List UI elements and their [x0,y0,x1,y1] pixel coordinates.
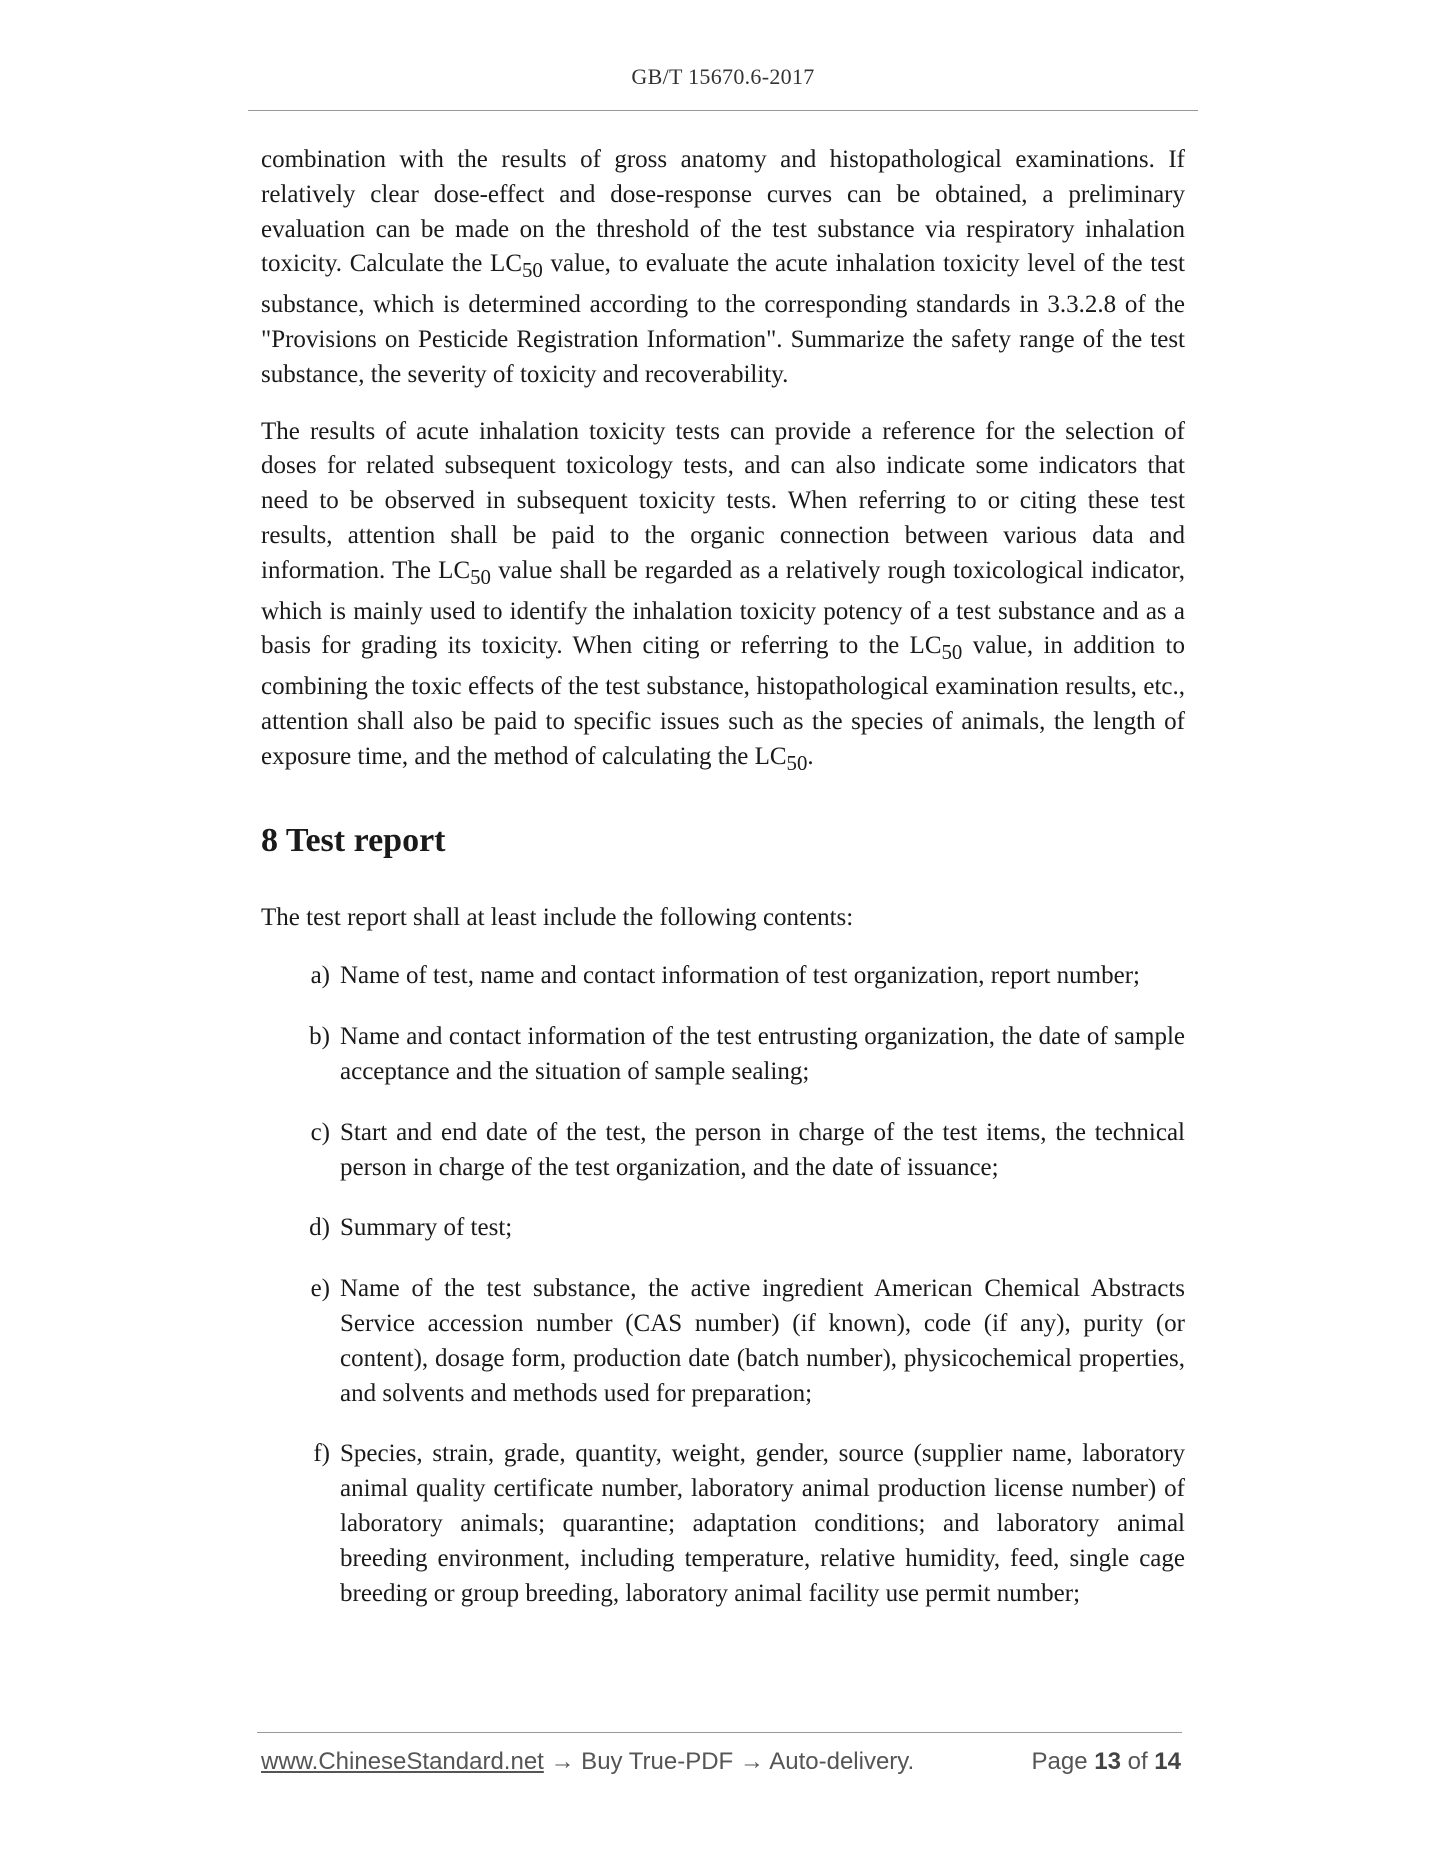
subscript: 50 [941,640,963,665]
total-pages-number: 14 [1154,1748,1181,1775]
list-item-text: Start and end date of the test, the person in charge of the test items, the technical person in charge of the test organization, and the date of issuance; [340,1118,1185,1181]
section-intro: The test report shall at least include the following contents: [261,903,854,931]
header-divider [248,110,1198,111]
report-contents-list [261,959,1185,1611]
footer-promo-text: → Buy True-PDF → Auto-delivery. [543,1748,915,1775]
list-item-text: Summary of test; [340,1214,513,1242]
of-label: of [1127,1748,1148,1775]
list-marker: f) [313,1440,330,1468]
subscript: 50 [470,564,491,589]
list-item [261,1211,1185,1246]
list-item [261,1437,1185,1611]
page-footer [261,1748,1181,1776]
section-heading: 8 Test report [261,821,446,859]
list-marker: a) [310,962,330,990]
list-item [261,1272,1185,1411]
paragraph-text: value, in addition to combining the toxic effects of the test substance, histopathological examination results, etc., attention shall also be paid to specific issues such as the species of animals, the length of exposure time, and the method of calculating the LC [261,632,1185,770]
footer-divider [257,1732,1182,1733]
paragraph-text: value, to evaluate the acute inhalation toxicity level of the test substance, which is determined according to the corresponding standards in 3.3.2.8 of the "Provisions on Pesticide Registration Information". Summarize the safety range of the test substance, the severity of toxicity and recoverability. [261,250,1186,388]
paragraph-text: . [807,742,814,770]
paragraph-text: The results of acute inhalation toxicity tests can provide a reference for the selection of doses for related subsequent toxicology tests, and can also indicate some indicators that need to be observed in subsequent toxicity tests. When referring to or citing these test results, attention shall be paid to the organic connection between various data and information. The LC [261,417,1185,584]
list-item [261,1116,1185,1186]
list-item-text: Name and contact information of the test entrusting organization, the date of sample acceptance and the situation of sample sealing; [340,1023,1185,1085]
list-marker: d) [309,1214,330,1242]
list-marker: c) [310,1118,330,1146]
page-label: Page [1031,1748,1088,1775]
list-marker: b) [309,1023,330,1051]
list-item [261,959,1185,994]
paragraph-evaluation [261,143,1185,393]
paragraph-text: combination with the results of gross anatomy and histopathological examinations. If relatively clear dose-effect and dose-response curves can be obtained, a preliminary evaluation can be made on the threshold of the test substance via respiratory inhalation toxicity. Calculate the LC [261,146,1185,278]
list-item-text: Species, strain, grade, quantity, weight, gender, source (supplier name, laboratory animal quality certificate number, laboratory animal production license number) of laboratory animals; quarantine; adaptation conditions; and laboratory animal breeding environment, including temperature, relative humidity, feed, single cage breeding or group breeding, laboratory animal facility use permit number; [340,1440,1185,1607]
current-page-number: 13 [1094,1748,1121,1775]
subscript: 50 [522,258,543,283]
paragraph-results [261,415,1185,781]
website-link[interactable]: www.ChineseStandard.net [261,1748,544,1775]
subscript: 50 [786,750,808,775]
list-item-text: Name of test, name and contact information of test organization, report number; [340,962,1140,990]
list-marker: e) [310,1275,330,1303]
page-content [261,143,1185,1637]
paragraph-text: value shall be regarded as a relatively rough toxicological indicator, which is mainly used to identify the inhalation toxicity potency of a test substance and as a basis for grading its toxicity. When citing or referring to the LC [261,556,1185,660]
list-item-text: Name of the test substance, the active ingredient American Chemical Abstracts Service accession number (CAS number) (if known), code (if any), purity (or content), dosage form, production date (batch number), physicochemical properties, and solvents and methods used for preparation; [340,1275,1185,1407]
list-item [261,1020,1185,1090]
page-indicator [1032,1748,1182,1776]
document-header: GB/T 15670.6-2017 [631,64,815,89]
